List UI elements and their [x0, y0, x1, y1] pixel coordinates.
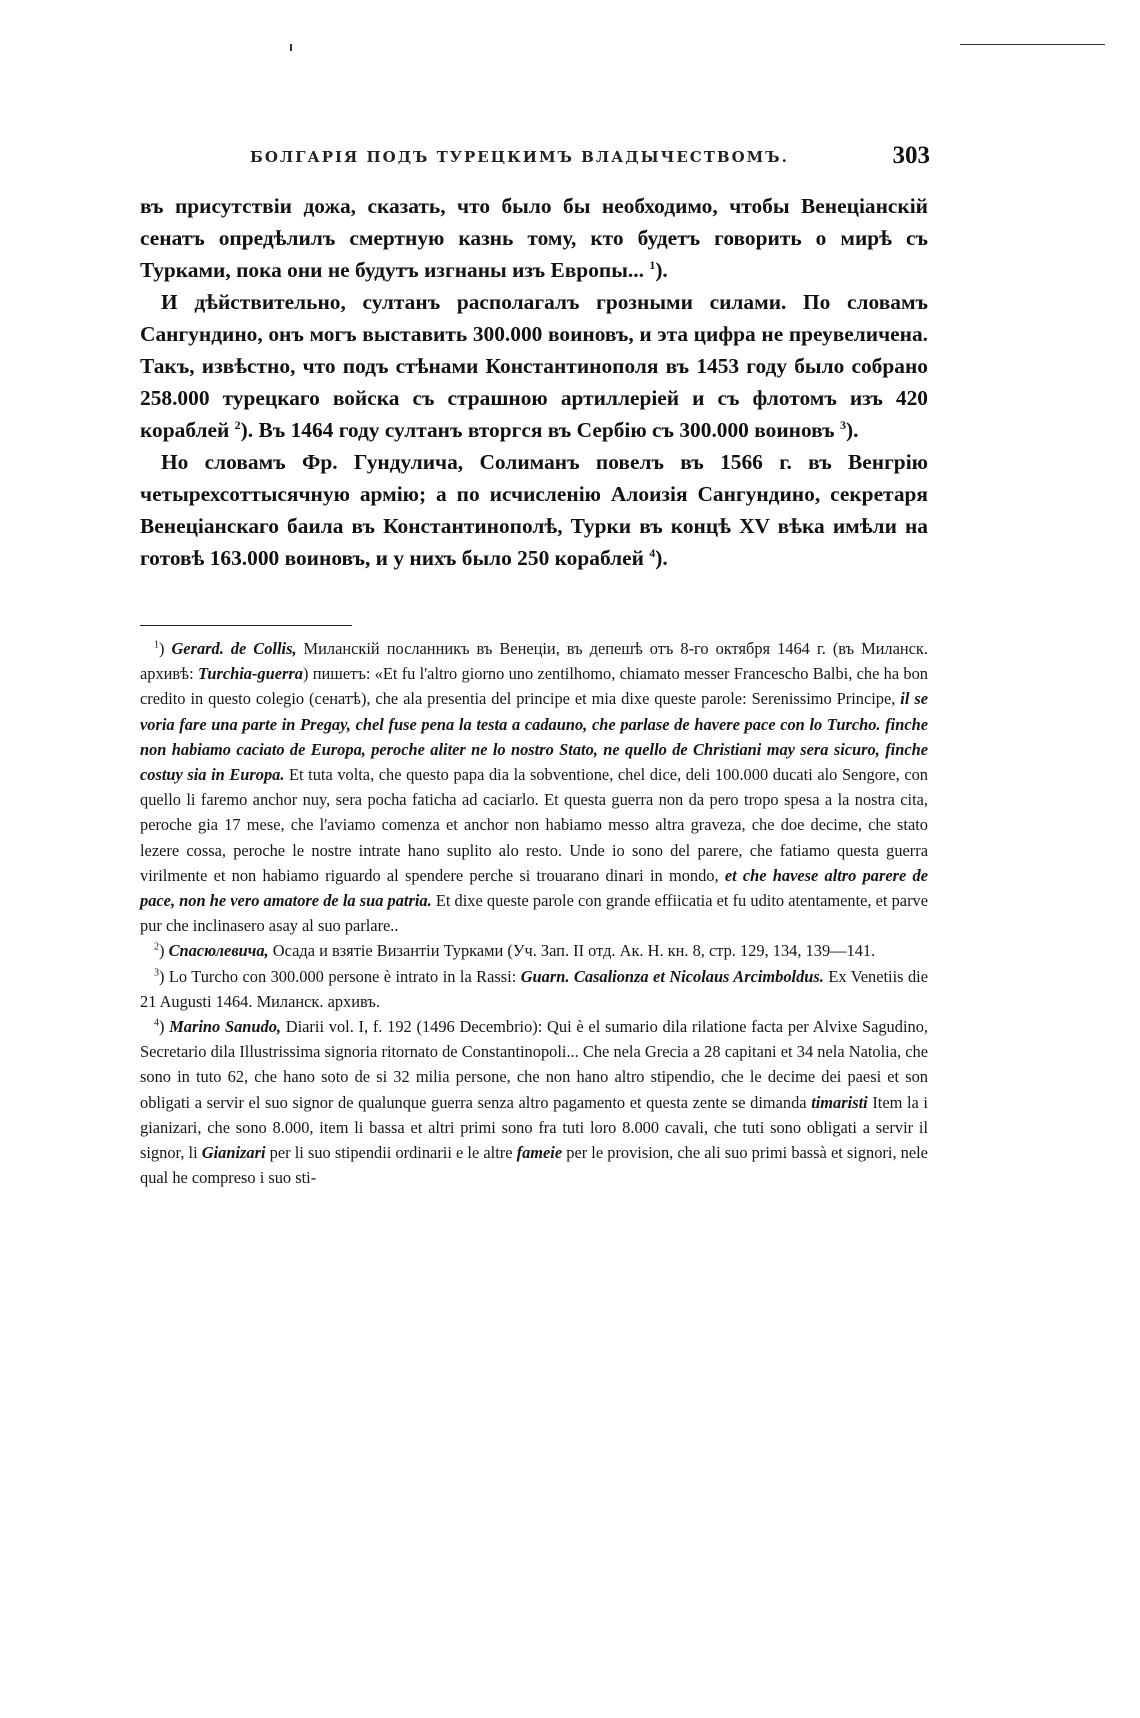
- footnote-ref[interactable]: 3: [840, 417, 846, 432]
- footnote-1: $^1$) Gerard. de Collis, Миланскій посланникъ въ Венеціи, въ депешѣ отъ 8-го октября 1464 г. (въ Миланск. архивѣ: Turchia-guerra) пишетъ: «Et fu l'altro giorno uno zentilhomo, chiamato messer Francescho Balbi, che ha bon credito in questo colegio (сенатѣ), che ala presentia del principe et mia dixe queste parole: Serenissimo Principe, il se voria fare una parte in Pregay, chel fuse pena la testa a cadauno, che parlase de havere pace con lo Turcho. finche non habiamo caciato de Europa, peroche aliter ne lo nostro Stato, ne quello de Christiani may sera sicuro, finche costuy sia in Europa. Et tuta volta, che questo papa dia la sobventione, chel dice, deli 100.000 ducati alo Sengore, con quello li faremo anchor nuy, sera pocha faticha ad caciarlo. Et questa guerra non da pero tropo spesa a la nostra cita, peroche gia 17 mese, che l'aviamo comenza et anchor non habiamo messo altra graveza, che doe decime, che stato lezere cossa, peroche le nostre intrate hano suplito alo resto. Unde io sono del parere, che fatiamo questa guerra virilmente et non habiamo riguardo al spendere perche si trouarano dinari in mondo, et che havese altro parere de pace, non he vero amatore de la sua patria. Et dixe queste parole con grande effiicatia et fu udito atentamente, et parve pur che inclinasero asay al suo parlare..: [140, 639, 929, 936]
- running-title: БОЛГАРІЯ ПОДЪ ТУРЕЦКИМЪ ВЛАДЫЧЕСТВОМЪ.: [250, 148, 789, 166]
- footnote-3: $^3$) Lo Turcho con 300.000 persone è intrato in la Rassi: Guarn. Casalionza et Nicolaus Arcimboldus. Ex Venetiis die 21 Augusti 1464. Миланск. архивъ.: [140, 966, 928, 1011]
- running-header: [240, 142, 930, 178]
- paragraph: въ присутствіи дожа, сказать, что было бы необходимо, чтобы Венеціанскій сенатъ опредѣлилъ смертную казнь тому, кто будетъ говорить о мирѣ съ Турками, пока они не будутъ изгнаны изъ Европы... $^1$).: [140, 194, 928, 282]
- footnote-2: $^2$) Спасюлевича, Осада и взятіе Византіи Турками (Уч. Зап. II отд. Ак. Н. кн. 8, стр. 129, 134, 139—141.: [154, 941, 876, 961]
- footnote-4: $^4$) Marino Sanudo, Diarii vol. I, f. 192 (1496 Decembrio): Qui è el sumario dila rilatione facta per Alvixe Sagudino, Secretario dila Illustrissima signoria ritornato de Constantinopoli... Che nela Grecia a 28 capitani et 34 nela Natolia, che sono in tuto 62, che hano soto de si 32 milia persone, che non hano altro stipendio, che le decime dei paesi et son obligati a servir el suo signor de qualunque guerra senza altro pagamento et questa zente se dimanda timaristi Item la i gianizari, che sono 8.000, item li bassa et altri primi sono fra tuti loro 8.000 cavali, che tuti sono obligati a servir il signor, li Gianizari per li suo stipendii ordinarii e le altre famеie per le provision, che ali suo primi bassà et signori, nele qual he compreso i suo sti-: [140, 1017, 928, 1188]
- footnotes: [140, 636, 928, 1190]
- scan-mark: [290, 44, 292, 51]
- scan-edge-line: [960, 44, 1105, 45]
- paragraph: И дѣйствительно, султанъ располагалъ грозными силами. По словамъ Сангундино, онъ могъ выставить 300.000 воиновъ, и эта цифра не преувеличена. Такъ, извѣстно, что подъ стѣнами Константинополя въ 1453 году было собрано 258.000 турецкаго войска съ страшною артиллеріей и съ флотомъ изъ 420 кораблей $^2$). Въ 1464 году султанъ вторгся въ Сербію съ 300.000 воиновъ $^3$).: [140, 290, 928, 442]
- footnote-separator: [140, 625, 352, 626]
- paragraph: Но словамъ Фр. Гундулича, Солиманъ повелъ въ 1566 г. въ Венгрію четырехсоттысячную армію; а по исчисленію Алоизія Сангундино, секретаря Венеціанскаго баила въ Константинополѣ, Турки въ концѣ XV вѣка имѣли на готовѣ 163.000 воиновъ, и у нихъ было 250 кораблей $^4$).: [140, 450, 928, 570]
- footnote-ref[interactable]: 2: [234, 417, 241, 432]
- main-text: [140, 190, 928, 574]
- footnote-ref[interactable]: 4: [649, 545, 656, 560]
- page-number: 303: [892, 142, 930, 169]
- footnote-ref[interactable]: 1: [649, 257, 656, 272]
